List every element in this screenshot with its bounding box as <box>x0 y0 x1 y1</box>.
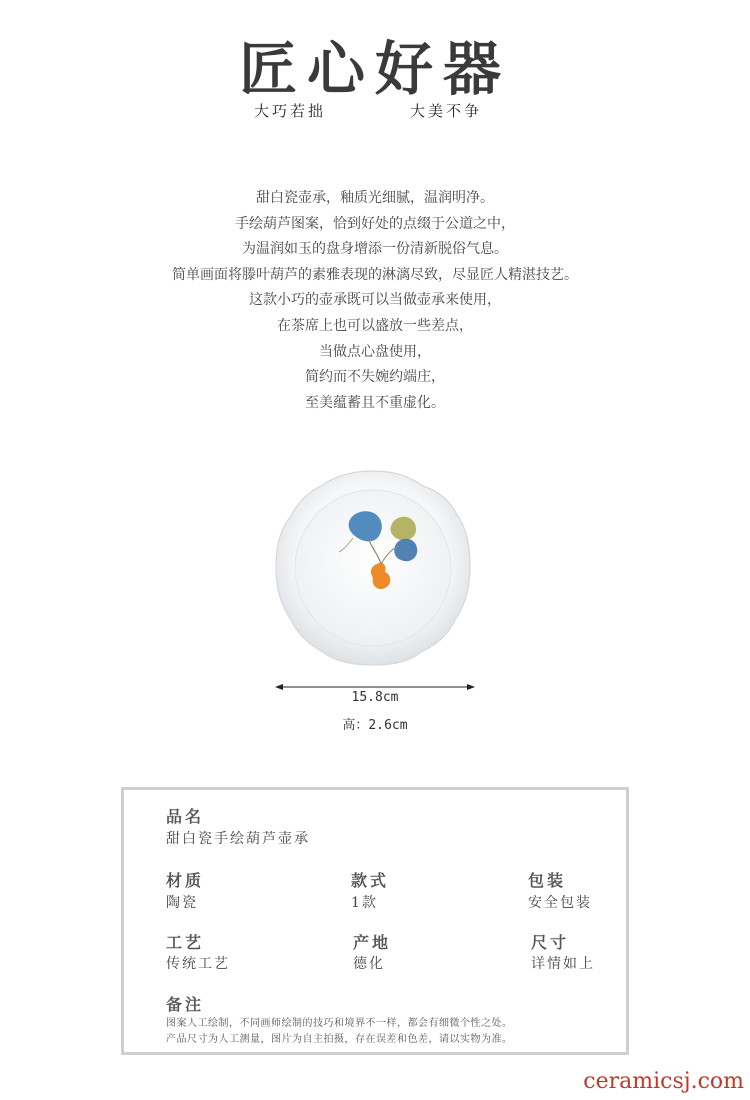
height-label: 高：2.6cm <box>342 718 408 733</box>
style-value: 1款 <box>351 895 378 911</box>
product-plate-image <box>273 468 473 668</box>
name-label: 品名 <box>166 807 205 826</box>
description-line: 简约而不失婉约端庄， <box>305 369 445 386</box>
slogan-left: 大巧若拙 <box>254 102 327 120</box>
description-line: 简单画面将滕叶葫芦的素雅表现的淋漓尽致，尽显匠人精湛技艺。 <box>172 266 578 283</box>
description-line: 在茶席上也可以盛放一些差点， <box>277 317 473 334</box>
size-label: 尺寸 <box>531 933 570 952</box>
origin-value: 德化 <box>353 956 385 972</box>
description-line: 至美蕴蓄且不重虚化。 <box>305 394 445 411</box>
site-watermark: ceramicsj.com <box>583 1069 744 1094</box>
package-value: 安全包装 <box>528 895 592 911</box>
name-value: 甜白瓷手绘葫芦壶承 <box>166 831 310 847</box>
description-line: 当做点心盘使用， <box>319 343 431 360</box>
description <box>0 186 750 416</box>
style-label: 款式 <box>351 871 390 890</box>
material-value: 陶瓷 <box>166 895 198 911</box>
page-title: 匠心好器 <box>238 35 511 103</box>
note-text <box>166 1016 513 1048</box>
note-line: 产品尺寸为人工测量，图片为自主拍摄，存在误差和色差，请以实物为准。 <box>166 1034 513 1045</box>
craft-label: 工艺 <box>166 933 205 952</box>
package-label: 包装 <box>528 871 567 890</box>
slogan-right: 大美不争 <box>410 102 483 120</box>
description-line: 甜白瓷壶承，釉质光细腻，温润明净。 <box>256 190 494 206</box>
width-label: 15.8cm <box>351 690 399 705</box>
description-line: 手绘葫芦图案，恰到好处的点缀于公道之中， <box>235 215 515 232</box>
description-line: 这款小巧的壶承既可以当做壶承来使用， <box>249 292 501 309</box>
spec-table <box>121 787 629 1055</box>
craft-value: 传统工艺 <box>166 956 230 972</box>
note-line: 图案人工绘制，不同画师绘制的技巧和境界不一样，都会有细微个性之处。 <box>166 1018 513 1029</box>
material-label: 材质 <box>166 871 205 890</box>
size-value: 详情如上 <box>531 956 595 972</box>
description-line: 为温润如玉的盘身增添一份清新脱俗气息。 <box>242 241 508 258</box>
origin-label: 产地 <box>353 933 392 952</box>
note-label: 备注 <box>166 995 205 1014</box>
